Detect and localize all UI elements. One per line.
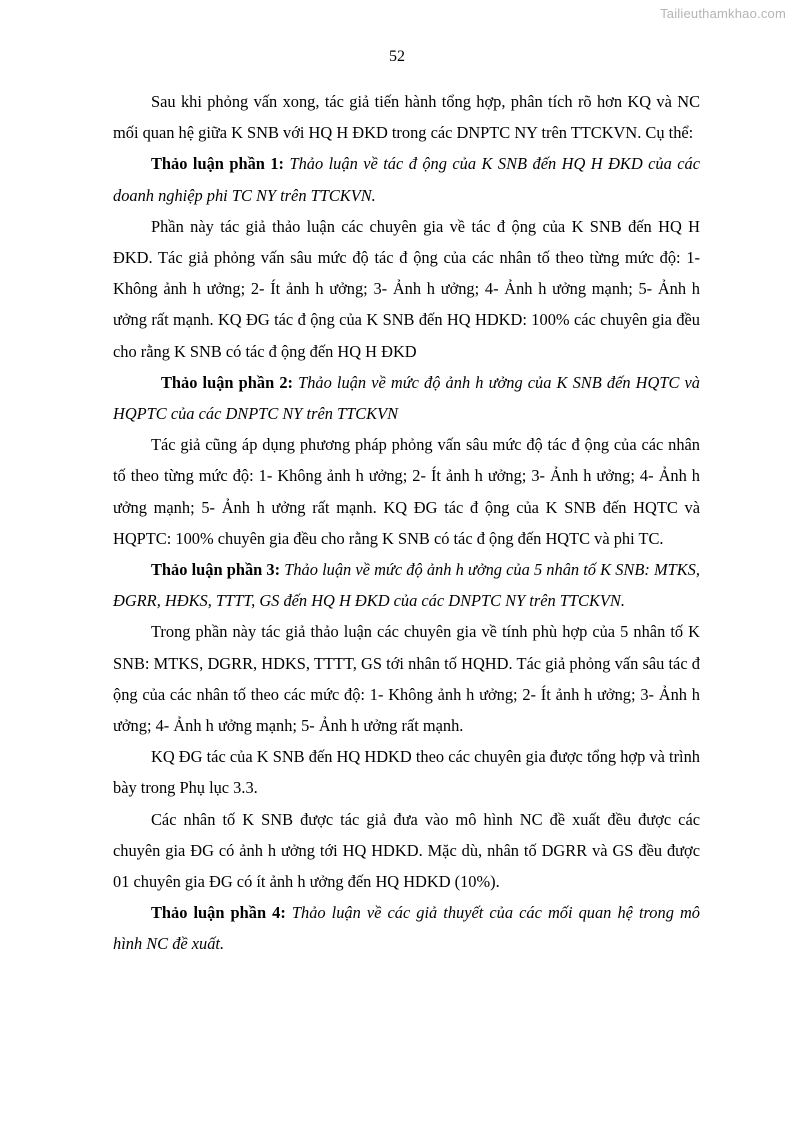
watermark: Tailieuthamkhao.com (660, 6, 786, 21)
discussion-label-2: Thảo luận phần 2: (161, 372, 293, 392)
paragraph-part-2: Tác giả cũng áp dụng phương pháp phỏng vấn sâu mức độ tác đ ộng của các nhân tố theo từng mức độ: 1- Không ảnh h ưởng; 2- Ít ảnh h ưởng; 3- Ảnh h ưởng; 4- Ảnh h ưởng mạnh; 5- Ảnh h ưởng rất mạnh. KQ ĐG tác đ ộng của K SNB đến HQTC và HQPTC: 100% chuyên gia đều cho rằng K SNB có tác đ ộng đến HQTC và phi TC. (113, 435, 700, 548)
discussion-topic-4: Thảo luận về các giả thuyết của các mối quan hệ trong mô hình NC đề xuất. (113, 903, 700, 954)
paragraph-appendix-ref: KQ ĐG tác của K SNB đến HQ HDKD theo các chuyên gia được tổng hợp và trình bày trong Phụ lục 3.3. (113, 747, 700, 798)
discussion-topic-2: Thảo luận về mức độ ảnh h ưởng của K SNB đến HQTC và HQPTC của các DNPTC NY trên TTCKVN (113, 372, 700, 424)
paragraph-summary-intro: Sau khi phỏng vấn xong, tác giả tiến hành tổng hợp, phân tích rõ hơn KQ và NC mối quan hệ giữa K SNB với HQ H ĐKD trong các DNPTC NY trên TTCKVN. Cụ thể: (113, 92, 700, 143)
discussion-heading-2 (113, 367, 700, 429)
discussion-topic-1: Thảo luận về tác đ ộng của K SNB đến HQ H ĐKD của các doanh nghiệp phi TC NY trên TTCKVN. (113, 154, 700, 205)
discussion-heading-1 (113, 148, 700, 210)
discussion-heading-4 (113, 897, 700, 959)
paragraph-part-1: Phần này tác giả thảo luận các chuyên gia về tác đ ộng của K SNB đến HQ H ĐKD. Tác giả phỏng vấn sâu mức độ tác đ ộng của các nhân tố theo từng mức độ: 1- Không ảnh h ưởng; 2- Ít ảnh h ưởng; 3- Ảnh h ưởng; 4- Ảnh h ưởng mạnh; 5- Ảnh h ưởng rất mạnh. KQ ĐG tác đ ộng của K SNB đến HQ HDKD: 100% các chuyên gia đều cho rằng K SNB có tác đ ộng đến HQ H ĐKD (113, 216, 700, 361)
discussion-label-3: Thảo luận phần 3: (151, 560, 281, 580)
discussion-heading-3 (113, 554, 700, 616)
document-body (113, 86, 700, 960)
discussion-label-1: Thảo luận phần 1: (151, 154, 284, 174)
paragraph-part-3: Trong phần này tác giả thảo luận các chuyên gia về tính phù hợp của 5 nhân tố K SNB: MTKS, DGRR, HDKS, TTTT, GS tới nhân tố HQHD. Tác giả phỏng vấn sâu tác đ ộng của các nhân tố theo các mức độ: 1- Không ảnh h ưởng; 2- Ít ảnh h ưởng; 3- Ảnh h ưởng; 4- Ảnh h ưởng mạnh; 5- Ảnh h ưởng rất mạnh. (113, 622, 700, 736)
discussion-topic-3: Thảo luận về mức độ ảnh h ưởng của 5 nhân tố K SNB: MTKS, ĐGRR, HĐKS, TTTT, GS đến HQ H ĐKD của các DNPTC NY trên TTCKVN. (113, 560, 700, 611)
discussion-label-4: Thảo luận phần 4: (151, 903, 286, 923)
paragraph-factors-evaluation: Các nhân tố K SNB được tác giả đưa vào mô hình NC đề xuất đều được các chuyên gia ĐG có ảnh h ưởng tới HQ HDKD. Mặc dù, nhân tố DGRR và GS đều được 01 chuyên gia ĐG có ít ảnh h ưởng đến HQ HDKD (10%). (113, 809, 700, 892)
page-number: 52 (389, 48, 405, 65)
